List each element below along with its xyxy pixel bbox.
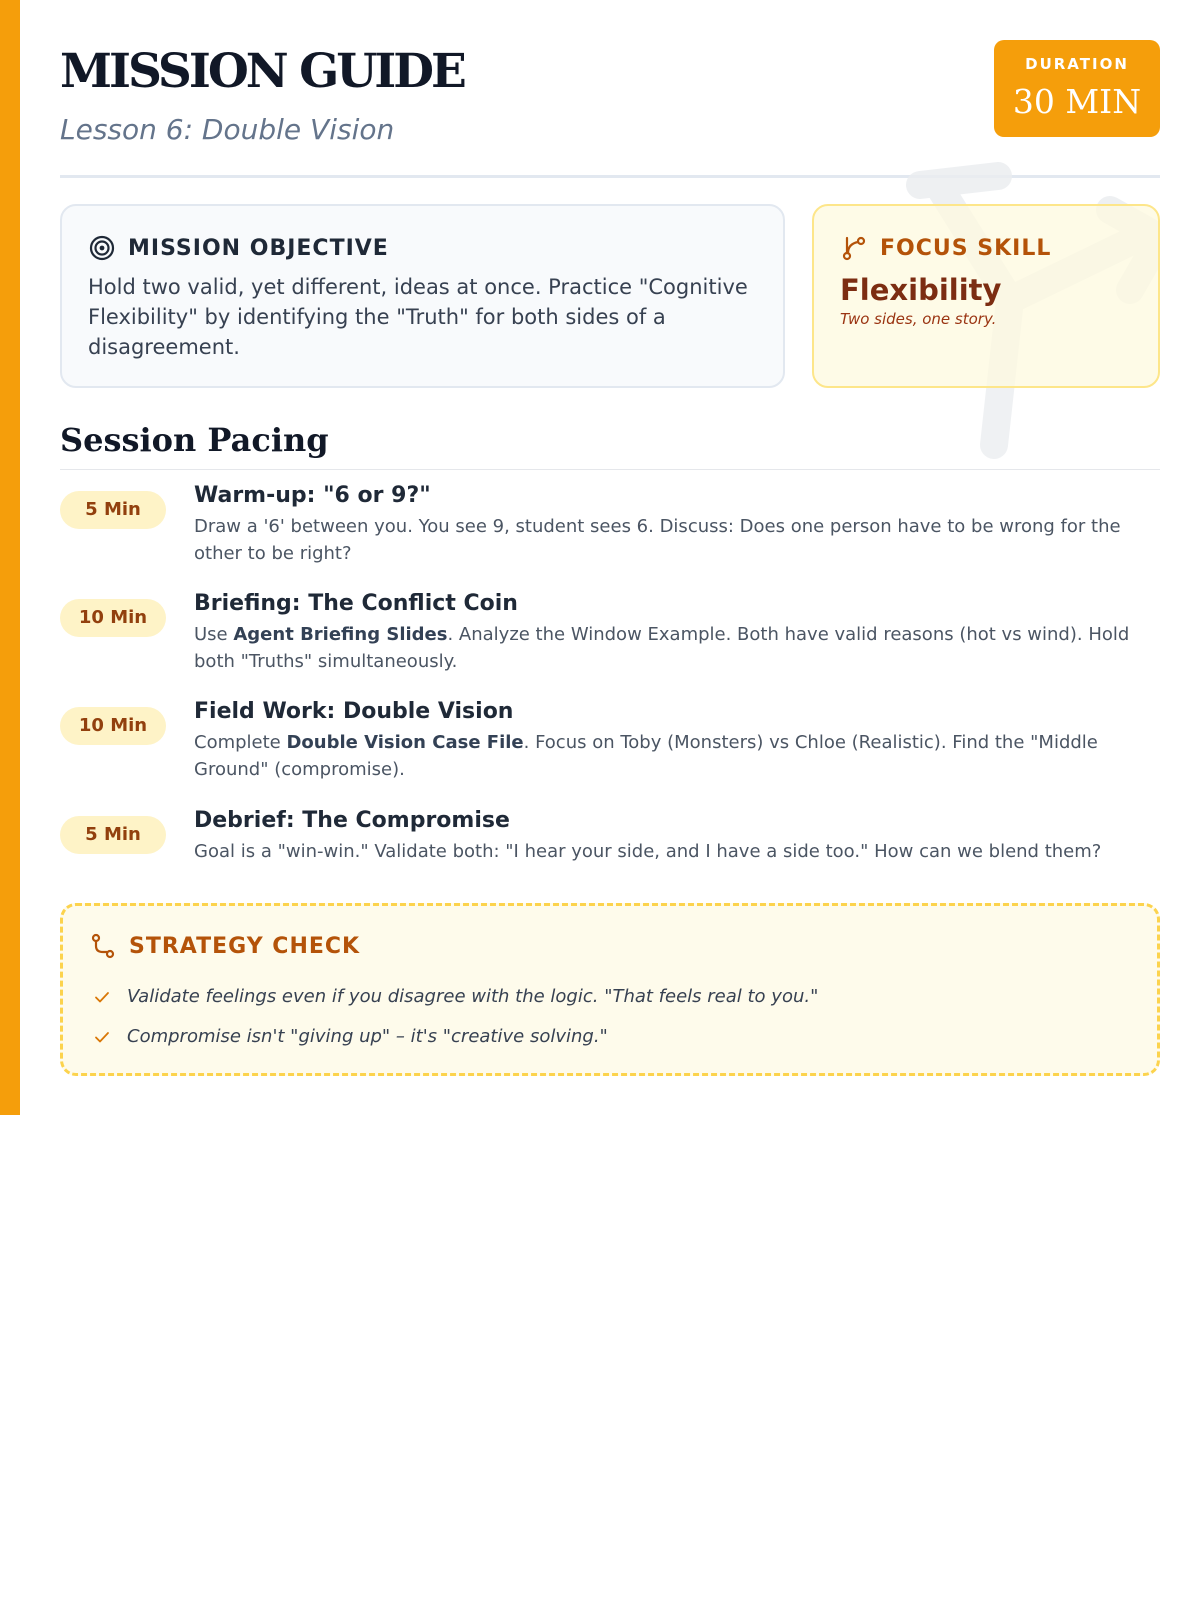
phase-desc-text: Complete	[194, 732, 287, 753]
header	[60, 40, 1160, 178]
checkmark-icon	[93, 988, 111, 1006]
phase-title: Briefing: The Conflict Coin	[194, 591, 518, 616]
accent-bar	[0, 0, 20, 1115]
lesson-subtitle: Lesson 6: Double Vision	[60, 113, 395, 146]
phase-title: Warm-up: "6 or 9?"	[194, 483, 431, 508]
focus-skill-card	[812, 204, 1160, 388]
duration-badge	[994, 40, 1160, 137]
phase-desc-text: . Focus on Toby (Monsters) vs Chloe (Realistic). Find the "Middle Ground" (compromise).	[194, 732, 1098, 780]
strategy-check-text: Compromise isn't "giving up" – it's "creative solving."	[127, 1026, 608, 1047]
mission-objective-text: Hold two valid, yet different, ideas at once. Practice "Cognitive Flexibility" by identifying the "Truth" for both sides of a disagreement.	[88, 275, 748, 359]
focus-skill-tagline: Two sides, one story.	[840, 310, 997, 328]
phase-description: Goal is a "win-win." Validate both: "I hear your side, and I have a side too." How can we blend them?	[194, 841, 1102, 862]
git-branch-icon	[840, 234, 868, 262]
strategy-check-text: Validate feelings even if you disagree with the logic. "That feels real to you."	[127, 986, 819, 1007]
phase-desc-resource: Agent Briefing Slides	[233, 624, 448, 645]
phase-desc-resource: Double Vision Case File	[286, 732, 524, 753]
focus-skill-header	[840, 234, 1051, 262]
phase-title: Debrief: The Compromise	[194, 808, 510, 833]
phase-time-badge: 5 Min	[60, 816, 166, 854]
checkmark-icon	[93, 1028, 111, 1046]
mission-objective-header	[88, 234, 389, 262]
session-pacing-title: Session Pacing	[60, 415, 1160, 470]
route-icon	[89, 932, 117, 960]
mission-guide-page	[60, 0, 1160, 1115]
strategy-check-label: STRATEGY CHECK	[129, 933, 361, 959]
phase-time-badge: 10 Min	[60, 599, 166, 637]
strategy-check-box	[60, 903, 1160, 1076]
focus-skill-name: Flexibility	[840, 273, 1002, 307]
phase-title: Field Work: Double Vision	[194, 699, 514, 724]
phase-description	[194, 729, 1160, 783]
phase-desc-text: Use	[194, 624, 234, 645]
phase-desc-text: . Analyze the Window Example. Both have valid reasons (hot vs wind). Hold both "Truths" simultaneously.	[194, 624, 1130, 672]
target-icon	[88, 234, 116, 262]
mission-objective-card	[60, 204, 785, 388]
duration-value: 30 MIN	[1012, 82, 1142, 121]
strategy-check-header	[89, 932, 360, 960]
mission-objective-label: MISSION OBJECTIVE	[128, 235, 389, 261]
strategy-check-item	[93, 986, 818, 1007]
phase-description: Draw a '6' between you. You see 9, student sees 6. Discuss: Does one person have to be wrong for the other to be right?	[194, 516, 1121, 564]
phase-description	[194, 621, 1160, 675]
page-title: MISSION GUIDE	[60, 44, 464, 99]
phase-time-badge: 5 Min	[60, 491, 166, 529]
duration-label: DURATION	[1025, 55, 1129, 73]
strategy-check-item	[93, 1026, 608, 1047]
phase-time-badge: 10 Min	[60, 707, 166, 745]
focus-skill-label: FOCUS SKILL	[880, 235, 1052, 261]
